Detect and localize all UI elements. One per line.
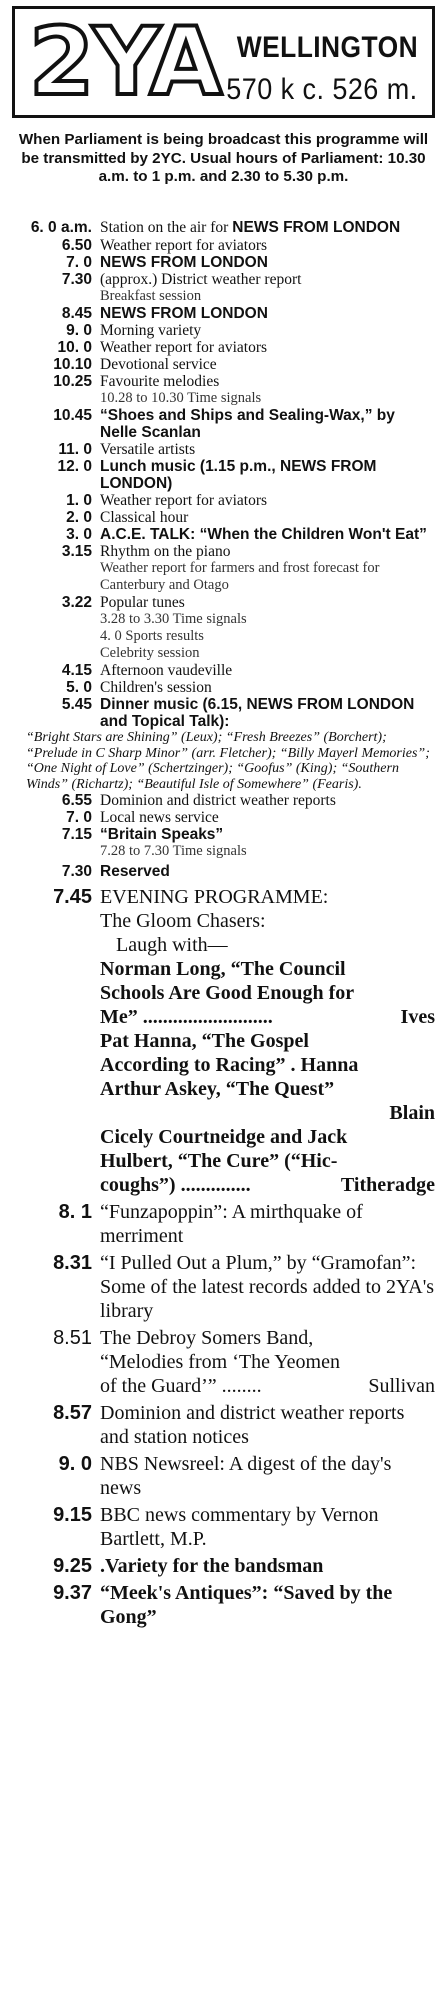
time: 8.51 — [53, 1327, 92, 1349]
description: Weather report for aviators — [100, 339, 268, 356]
time: 12. 0 — [57, 458, 92, 475]
description: Versatile artists — [100, 441, 196, 458]
programme-row — [0, 826, 447, 860]
description: Station on the air for — [100, 219, 229, 236]
programme-row — [0, 792, 447, 809]
composer: Sullivan — [368, 1375, 435, 1397]
description: Morning variety — [100, 322, 202, 339]
description: “Funzapoppin”: A mirthquake of merriment — [100, 1201, 363, 1247]
item-text: Me” .......................... — [100, 1006, 273, 1028]
evening-heading: EVENING PROGRAMME: — [100, 886, 329, 908]
time: 7.30 — [61, 271, 92, 288]
programme-row — [0, 1554, 447, 1578]
dinner-music-list: “Bright Stars are Shining” (Leux); “Fresh Breezes” (Borchert); “Prelude in C Sharp Minor” (arr. Fletcher); “Billy Mayerl Memories”; “One Night of Love” (Schertzinger); “Goofus” (King); “Southern Winds” (Richartz); “Beautiful Isle of Somewhere” (Fearis). — [26, 730, 430, 792]
programme-row — [0, 509, 447, 526]
item-line: The Debroy Somers Band, — [100, 1327, 314, 1349]
time: 7. 0 — [66, 809, 92, 826]
time: 3.15 — [61, 543, 92, 560]
composer: Blain — [389, 1102, 435, 1124]
programme-row — [0, 526, 447, 543]
programme-row — [0, 237, 447, 254]
sub-item: 3.28 to 3.30 Time signals — [100, 611, 247, 627]
time: 10.25 — [53, 373, 92, 390]
programme-row — [0, 543, 447, 594]
time: 9. 0 — [58, 1453, 92, 1475]
description: Rhythm on the piano — [100, 543, 231, 560]
item-line: Schools Are Good Enough for — [100, 982, 355, 1004]
description: NEWS FROM LONDON — [100, 254, 268, 271]
description: NBS Newsreel: A digest of the day's news — [100, 1453, 392, 1499]
composer: Ives — [400, 1006, 435, 1028]
programme-row — [0, 492, 447, 509]
time: 7.30 — [61, 863, 92, 880]
programme-row — [0, 458, 447, 492]
programme-row — [0, 407, 447, 441]
news-label: NEWS FROM LONDON — [232, 219, 401, 236]
programme-row — [0, 1326, 447, 1398]
description: Children's session — [100, 679, 212, 696]
sub-item: Breakfast session — [100, 288, 202, 304]
programme-row — [0, 809, 447, 826]
item-line: “Melodies from ‘The Yeomen — [100, 1351, 340, 1373]
item-line: Norman Long, “The Council — [100, 958, 346, 980]
time: 8.45 — [61, 305, 92, 322]
description: “Britain Speaks” — [100, 826, 224, 843]
composer: Titheradge — [340, 1174, 435, 1196]
programme-row — [0, 1452, 447, 1500]
item-line: Arthur Askey, “The Quest” — [100, 1078, 335, 1100]
time: 5.45 — [61, 696, 92, 713]
description: Popular tunes — [100, 594, 185, 611]
time: 6.50 — [61, 237, 92, 254]
programme-item — [100, 1029, 435, 1077]
description: Local news service — [100, 809, 219, 826]
laugh-with: Laugh with— — [116, 934, 228, 956]
programme-list — [0, 219, 447, 1629]
time: 9.15 — [53, 1504, 92, 1526]
description: BBC news commentary by Vernon Bartlett, M.P. — [100, 1504, 379, 1550]
programme-row — [0, 373, 447, 407]
programme-row — [0, 1251, 447, 1323]
description: Reserved — [100, 863, 170, 880]
station-logo: 2YA — [29, 8, 221, 117]
time: 8.57 — [53, 1402, 92, 1424]
programme-row — [0, 1401, 447, 1449]
programme-row — [0, 254, 447, 271]
evening-programme — [0, 885, 447, 1197]
sub-item: 7.28 to 7.30 Time signals — [100, 843, 247, 859]
time: 6. 0 a.m. — [30, 219, 92, 236]
time: 8.31 — [53, 1252, 92, 1274]
time: 8. 1 — [58, 1201, 92, 1223]
parliament-notice: When Parliament is being broadcast this programme will be transmitted by 2YC. Usual hours of Parliament: 10.30 a.m. to 1 p.m. and 2.30 to 5.30 p.m. — [18, 131, 429, 185]
time: 4.15 — [61, 662, 92, 679]
programme-row — [0, 305, 447, 322]
time: 7. 0 — [66, 254, 92, 271]
programme-row — [0, 863, 447, 880]
time: 9.37 — [53, 1582, 92, 1604]
station-city: WELLINGTON — [236, 31, 418, 64]
station-header — [12, 6, 435, 118]
time: 7.15 — [61, 826, 92, 843]
programme-row — [0, 1581, 447, 1629]
time: 9. 0 — [66, 322, 92, 339]
time: 6.55 — [61, 792, 92, 809]
programme-row — [0, 1200, 447, 1248]
programme-row — [0, 1503, 447, 1551]
item-text: of the Guard’” ........ — [100, 1375, 262, 1397]
description: Devotional service — [100, 356, 217, 373]
programme-item — [100, 1125, 435, 1197]
description: A.C.E. TALK: “When the Children Won't Eat” — [100, 526, 427, 543]
programme-row — [0, 662, 447, 679]
time: 2. 0 — [66, 509, 92, 526]
time: 3.22 — [61, 594, 92, 611]
sub-item: Weather report for farmers and frost forecast for Canterbury and Otago — [100, 560, 380, 593]
description: “I Pulled Out a Plum,” by “Gramofan”: Some of the latest records added to 2YA's library — [100, 1252, 435, 1322]
programme-item — [100, 957, 435, 1029]
programme-row — [0, 356, 447, 373]
time: 7.45 — [53, 886, 92, 908]
time: 10.10 — [53, 356, 92, 373]
description: Classical hour — [100, 509, 189, 526]
description: NEWS FROM LONDON — [100, 305, 268, 322]
time: 3. 0 — [66, 526, 92, 543]
programme-row — [0, 322, 447, 339]
programme-row — [0, 594, 447, 662]
item-line: Cicely Courtneidge and Jack — [100, 1126, 348, 1148]
programme-row — [0, 679, 447, 696]
description: .Variety for the bandsman — [100, 1555, 324, 1577]
description: Afternoon vaudeville — [100, 662, 233, 679]
item-text: coughs”) .............. — [100, 1174, 251, 1196]
item-line: Pat Hanna, “The Gospel — [100, 1030, 309, 1052]
time: 5. 0 — [66, 679, 92, 696]
programme-row — [0, 271, 447, 305]
programme-row — [0, 441, 447, 458]
sub-item: Celebrity session — [100, 645, 200, 661]
description: “Shoes and Ships and Sealing-Wax,” by Nelle Scanlan — [100, 407, 395, 441]
station-frequency: 570 k c. 526 m. — [226, 73, 418, 106]
description: Dominion and district weather reports and station notices — [100, 1402, 405, 1448]
item-line — [100, 1374, 435, 1398]
description: Dinner music (6.15, NEWS FROM LONDON and Topical Talk): — [100, 696, 415, 730]
description: Weather report for aviators — [100, 237, 268, 254]
time: 10.45 — [53, 407, 92, 424]
description: (approx.) District weather report — [100, 271, 302, 288]
description: “Meek's Antiques”: “Saved by the Gong” — [100, 1582, 393, 1628]
item-line: Hulbert, “The Cure” (“Hic- — [100, 1150, 338, 1172]
sub-item: 4. 0 Sports results — [100, 628, 204, 644]
description: Favourite melodies — [100, 373, 220, 390]
programme-row — [0, 339, 447, 356]
evening-group: The Gloom Chasers: — [100, 910, 266, 932]
item-line — [100, 1173, 435, 1197]
programme-item — [100, 1077, 435, 1125]
time: 1. 0 — [66, 492, 92, 509]
time: 9.25 — [53, 1555, 92, 1577]
time: 10. 0 — [57, 339, 92, 356]
description: Weather report for aviators — [100, 492, 268, 509]
item-line — [100, 1005, 435, 1029]
time: 11. 0 — [58, 441, 92, 458]
programme-row — [0, 219, 447, 237]
item-line: According to Racing” . Hanna — [100, 1054, 359, 1076]
description: Dominion and district weather reports — [100, 792, 336, 809]
programme-row — [0, 696, 447, 730]
sub-item: 10.28 to 10.30 Time signals — [100, 390, 262, 406]
description: Lunch music (1.15 p.m., NEWS FROM LONDON) — [100, 458, 377, 492]
